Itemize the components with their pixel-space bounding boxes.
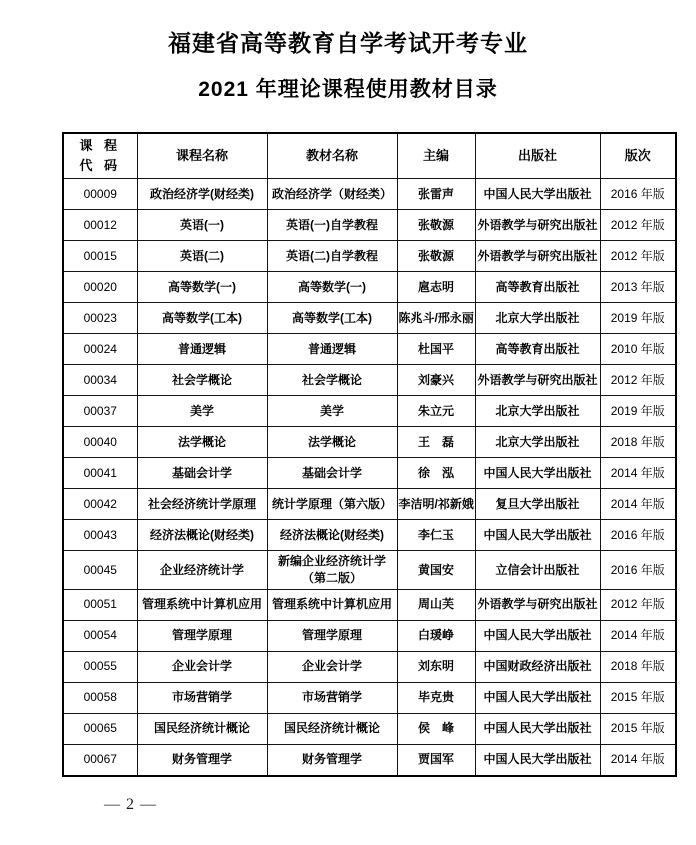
cell-edition: 2014 年版 xyxy=(600,620,676,651)
cell-edition: 2018 年版 xyxy=(600,427,676,458)
cell-edition: 2014 年版 xyxy=(600,458,676,489)
cell-edition: 2016 年版 xyxy=(600,179,676,210)
cell-textbook: 英语(一)自学教程 xyxy=(267,210,397,241)
cell-code: 00024 xyxy=(63,334,137,365)
textbook-catalog-table xyxy=(62,132,677,777)
cell-edition: 2014 年版 xyxy=(600,489,676,520)
cell-editor: 杜国平 xyxy=(397,334,475,365)
table-row xyxy=(63,489,676,520)
cell-editor: 徐 泓 xyxy=(397,458,475,489)
header-course-code xyxy=(63,133,137,179)
cell-edition: 2018 年版 xyxy=(600,651,676,682)
cell-textbook: 管理学原理 xyxy=(267,620,397,651)
cell-publisher: 北京大学出版社 xyxy=(475,427,600,458)
cell-textbook: 新编企业经济统计学（第二版） xyxy=(267,551,397,590)
cell-edition: 2012 年版 xyxy=(600,365,676,396)
cell-textbook: 社会学概论 xyxy=(267,365,397,396)
cell-textbook: 普通逻辑 xyxy=(267,334,397,365)
cell-textbook: 美学 xyxy=(267,396,397,427)
header-textbook-name: 教材名称 xyxy=(267,133,397,179)
cell-code: 00034 xyxy=(63,365,137,396)
cell-publisher: 北京大学出版社 xyxy=(475,396,600,427)
cell-editor: 刘豪兴 xyxy=(397,365,475,396)
cell-course: 社会学概论 xyxy=(137,365,267,396)
cell-textbook: 国民经济统计概论 xyxy=(267,713,397,744)
cell-publisher: 外语教学与研究出版社 xyxy=(475,589,600,620)
cell-publisher: 高等教育出版社 xyxy=(475,272,600,303)
cell-publisher: 立信会计出版社 xyxy=(475,551,600,590)
cell-publisher: 外语教学与研究出版社 xyxy=(475,365,600,396)
cell-course: 社会经济统计学原理 xyxy=(137,489,267,520)
cell-publisher: 中国人民大学出版社 xyxy=(475,179,600,210)
cell-course: 基础会计学 xyxy=(137,458,267,489)
cell-code: 00023 xyxy=(63,303,137,334)
cell-edition: 2019 年版 xyxy=(600,396,676,427)
cell-code: 00043 xyxy=(63,520,137,551)
table-row xyxy=(63,365,676,396)
cell-textbook: 英语(二)自学教程 xyxy=(267,241,397,272)
cell-publisher: 中国人民大学出版社 xyxy=(475,744,600,776)
table-row xyxy=(63,179,676,210)
cell-edition: 2012 年版 xyxy=(600,589,676,620)
cell-edition: 2012 年版 xyxy=(600,241,676,272)
cell-course: 高等数学(工本) xyxy=(137,303,267,334)
cell-editor: 张雷声 xyxy=(397,179,475,210)
textbook-catalog-table-wrap xyxy=(62,132,675,777)
cell-textbook: 政治经济学（财经类） xyxy=(267,179,397,210)
cell-editor: 张敬源 xyxy=(397,210,475,241)
cell-course: 市场营销学 xyxy=(137,682,267,713)
cell-editor: 毕克贵 xyxy=(397,682,475,713)
cell-publisher: 外语教学与研究出版社 xyxy=(475,210,600,241)
cell-editor: 扈志明 xyxy=(397,272,475,303)
table-row xyxy=(63,620,676,651)
table-row xyxy=(63,713,676,744)
cell-edition: 2010 年版 xyxy=(600,334,676,365)
cell-code: 00040 xyxy=(63,427,137,458)
table-row xyxy=(63,520,676,551)
table-row xyxy=(63,589,676,620)
cell-textbook: 经济法概论(财经类) xyxy=(267,520,397,551)
cell-edition: 2014 年版 xyxy=(600,744,676,776)
table-row xyxy=(63,458,676,489)
cell-code: 00067 xyxy=(63,744,137,776)
cell-course: 普通逻辑 xyxy=(137,334,267,365)
table-row xyxy=(63,241,676,272)
cell-code: 00009 xyxy=(63,179,137,210)
cell-code: 00065 xyxy=(63,713,137,744)
header-course-name: 课程名称 xyxy=(137,133,267,179)
cell-course: 管理学原理 xyxy=(137,620,267,651)
table-row xyxy=(63,210,676,241)
table-header-row xyxy=(63,133,676,179)
cell-textbook: 管理系统中计算机应用 xyxy=(267,589,397,620)
cell-publisher: 复旦大学出版社 xyxy=(475,489,600,520)
header-edition: 版次 xyxy=(600,133,676,179)
header-publisher: 出版社 xyxy=(475,133,600,179)
cell-course: 英语(一) xyxy=(137,210,267,241)
cell-course: 财务管理学 xyxy=(137,744,267,776)
cell-publisher: 中国人民大学出版社 xyxy=(475,682,600,713)
table-row xyxy=(63,427,676,458)
cell-editor: 侯 峰 xyxy=(397,713,475,744)
header-course-code-line2: 代 码 xyxy=(79,158,122,174)
cell-editor: 黄国安 xyxy=(397,551,475,590)
cell-code: 00037 xyxy=(63,396,137,427)
cell-editor: 周山芙 xyxy=(397,589,475,620)
cell-textbook: 法学概论 xyxy=(267,427,397,458)
cell-textbook: 财务管理学 xyxy=(267,744,397,776)
cell-code: 00045 xyxy=(63,551,137,590)
cell-textbook: 基础会计学 xyxy=(267,458,397,489)
cell-code: 00055 xyxy=(63,651,137,682)
cell-course: 国民经济统计概论 xyxy=(137,713,267,744)
header-course-code-line1: 课 程 xyxy=(79,138,122,153)
cell-editor: 白瑗峥 xyxy=(397,620,475,651)
cell-publisher: 中国人民大学出版社 xyxy=(475,458,600,489)
cell-editor: 陈兆斗/邢永丽 xyxy=(397,303,475,334)
table-row xyxy=(63,303,676,334)
page-number: — 2 — xyxy=(104,795,157,813)
cell-course: 经济法概论(财经类) xyxy=(137,520,267,551)
cell-code: 00042 xyxy=(63,489,137,520)
cell-editor: 朱立元 xyxy=(397,396,475,427)
cell-code: 00041 xyxy=(63,458,137,489)
cell-edition: 2016 年版 xyxy=(600,520,676,551)
cell-code: 00012 xyxy=(63,210,137,241)
cell-course: 管理系统中计算机应用 xyxy=(137,589,267,620)
cell-textbook: 高等数学(一) xyxy=(267,272,397,303)
cell-edition: 2019 年版 xyxy=(600,303,676,334)
table-row xyxy=(63,551,676,590)
document-subtitle: 2021 年理论课程使用教材目录 xyxy=(198,78,498,101)
table-row xyxy=(63,651,676,682)
cell-editor: 王 磊 xyxy=(397,427,475,458)
cell-code: 00051 xyxy=(63,589,137,620)
cell-editor: 李仁玉 xyxy=(397,520,475,551)
cell-edition: 2012 年版 xyxy=(600,210,676,241)
cell-editor: 李洁明/祁新娥 xyxy=(397,489,475,520)
document-title: 福建省高等教育自学考试开考专业 xyxy=(168,30,528,56)
table-body xyxy=(63,179,676,776)
cell-code: 00058 xyxy=(63,682,137,713)
cell-publisher: 外语教学与研究出版社 xyxy=(475,241,600,272)
cell-textbook: 市场营销学 xyxy=(267,682,397,713)
cell-publisher: 中国财政经济出版社 xyxy=(475,651,600,682)
cell-editor: 贾国军 xyxy=(397,744,475,776)
header-editor: 主编 xyxy=(397,133,475,179)
table-row xyxy=(63,396,676,427)
cell-course: 英语(二) xyxy=(137,241,267,272)
cell-course: 企业会计学 xyxy=(137,651,267,682)
cell-textbook: 统计学原理（第六版） xyxy=(267,489,397,520)
cell-course: 企业经济统计学 xyxy=(137,551,267,590)
cell-course: 法学概论 xyxy=(137,427,267,458)
cell-course: 政治经济学(财经类) xyxy=(137,179,267,210)
cell-publisher: 中国人民大学出版社 xyxy=(475,620,600,651)
cell-course: 美学 xyxy=(137,396,267,427)
table-row xyxy=(63,334,676,365)
cell-publisher: 北京大学出版社 xyxy=(475,303,600,334)
cell-publisher: 高等教育出版社 xyxy=(475,334,600,365)
cell-code: 00054 xyxy=(63,620,137,651)
cell-textbook: 企业会计学 xyxy=(267,651,397,682)
cell-textbook: 高等数学(工本) xyxy=(267,303,397,334)
table-row xyxy=(63,744,676,776)
cell-publisher: 中国人民大学出版社 xyxy=(475,713,600,744)
cell-edition: 2013 年版 xyxy=(600,272,676,303)
cell-edition: 2016 年版 xyxy=(600,551,676,590)
cell-editor: 张敬源 xyxy=(397,241,475,272)
table-row xyxy=(63,682,676,713)
cell-edition: 2015 年版 xyxy=(600,682,676,713)
cell-edition: 2015 年版 xyxy=(600,713,676,744)
cell-code: 00015 xyxy=(63,241,137,272)
table-row xyxy=(63,272,676,303)
cell-code: 00020 xyxy=(63,272,137,303)
cell-editor: 刘东明 xyxy=(397,651,475,682)
cell-course: 高等数学(一) xyxy=(137,272,267,303)
cell-publisher: 中国人民大学出版社 xyxy=(475,520,600,551)
